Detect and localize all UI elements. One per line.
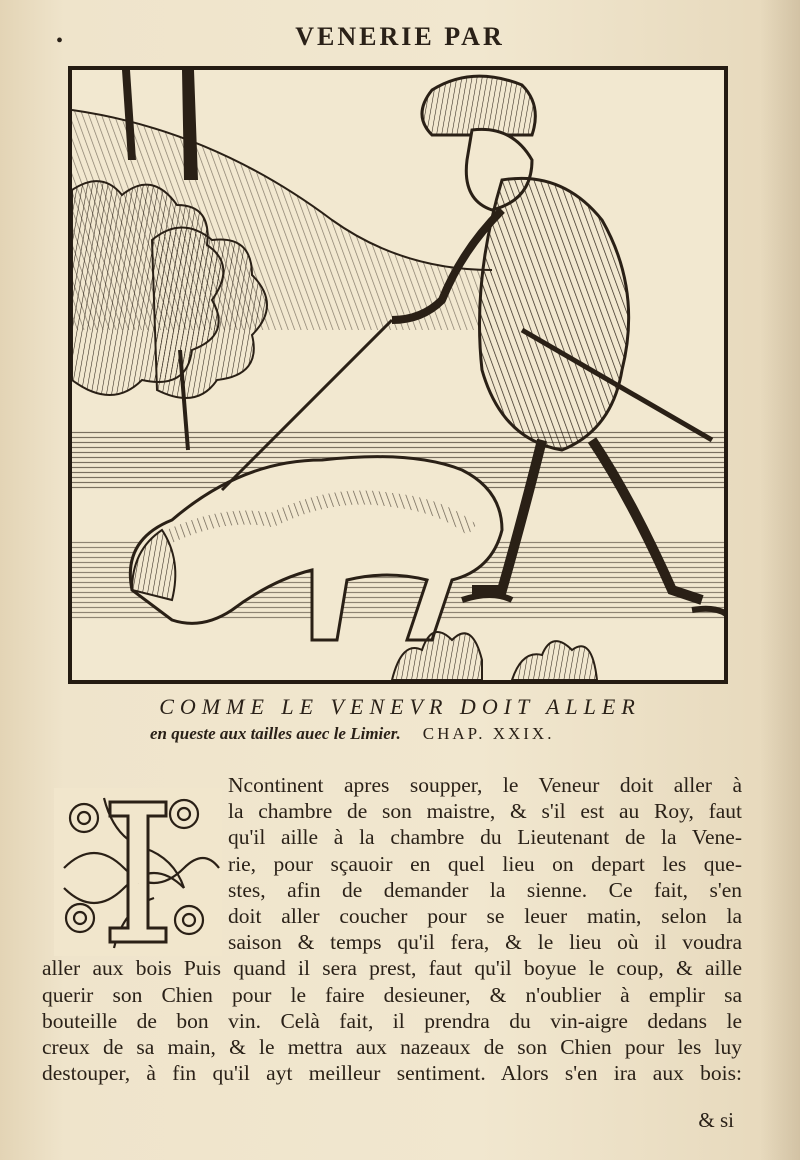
text-line: la chambre de son maistre, & s'il est au Roy, faut bbox=[228, 799, 742, 824]
woodcut-huntsman-image bbox=[72, 70, 724, 680]
text-line: querir son Chien pour le faire desieuner, & n'oublier à emplir sa bbox=[42, 982, 742, 1007]
text-line: doit aller coucher pour se leuer matin, selon la bbox=[228, 904, 742, 929]
page-mark: • bbox=[56, 30, 64, 52]
chapter-subtitle-italic: en queste aux tailles auec le Limier. bbox=[150, 724, 401, 743]
text-line: Ncontinent apres soupper, le Veneur doit aller à bbox=[228, 773, 742, 797]
text-line: saison & temps qu'il fera, & le lieu où il voudra bbox=[228, 930, 742, 955]
text-line: stes, afin de demander la sienne. Ce fait, s'en bbox=[228, 877, 742, 902]
running-head: VENERIE PAR bbox=[295, 22, 505, 51]
initial-letter: I bbox=[137, 884, 139, 885]
page-edge-shadow bbox=[760, 0, 800, 1160]
chapter-body bbox=[42, 772, 742, 1086]
text-line: qu'il aille à la chambre du Lieutenant de la Vene- bbox=[228, 825, 742, 850]
woodcut-illustration bbox=[68, 66, 728, 684]
text-line: destouper, à fin qu'il ayt meilleur sentiment. Alors s'en ira aux bois: bbox=[42, 1061, 742, 1086]
catchword: & si bbox=[698, 1108, 734, 1132]
chapter-title: COMME LE VENEVR DOIT ALLER bbox=[159, 694, 641, 719]
chapter-subtitle bbox=[150, 724, 670, 744]
text-line: aller aux bois Puis quand il sera prest, faut qu'il boyue le coup, & aille bbox=[42, 956, 742, 981]
text-line: creux de sa main, & le mettra aux nazeaux de son Chien pour les luy bbox=[42, 1035, 742, 1060]
chapter-number: CHAP. XXIX. bbox=[422, 724, 555, 743]
text-line: rie, pour sçauoir en quel lieu on depart les que- bbox=[228, 851, 742, 876]
text-line: bouteille de bon vin. Celà fait, il prendra du vin-aigre dedans le bbox=[42, 1008, 742, 1033]
